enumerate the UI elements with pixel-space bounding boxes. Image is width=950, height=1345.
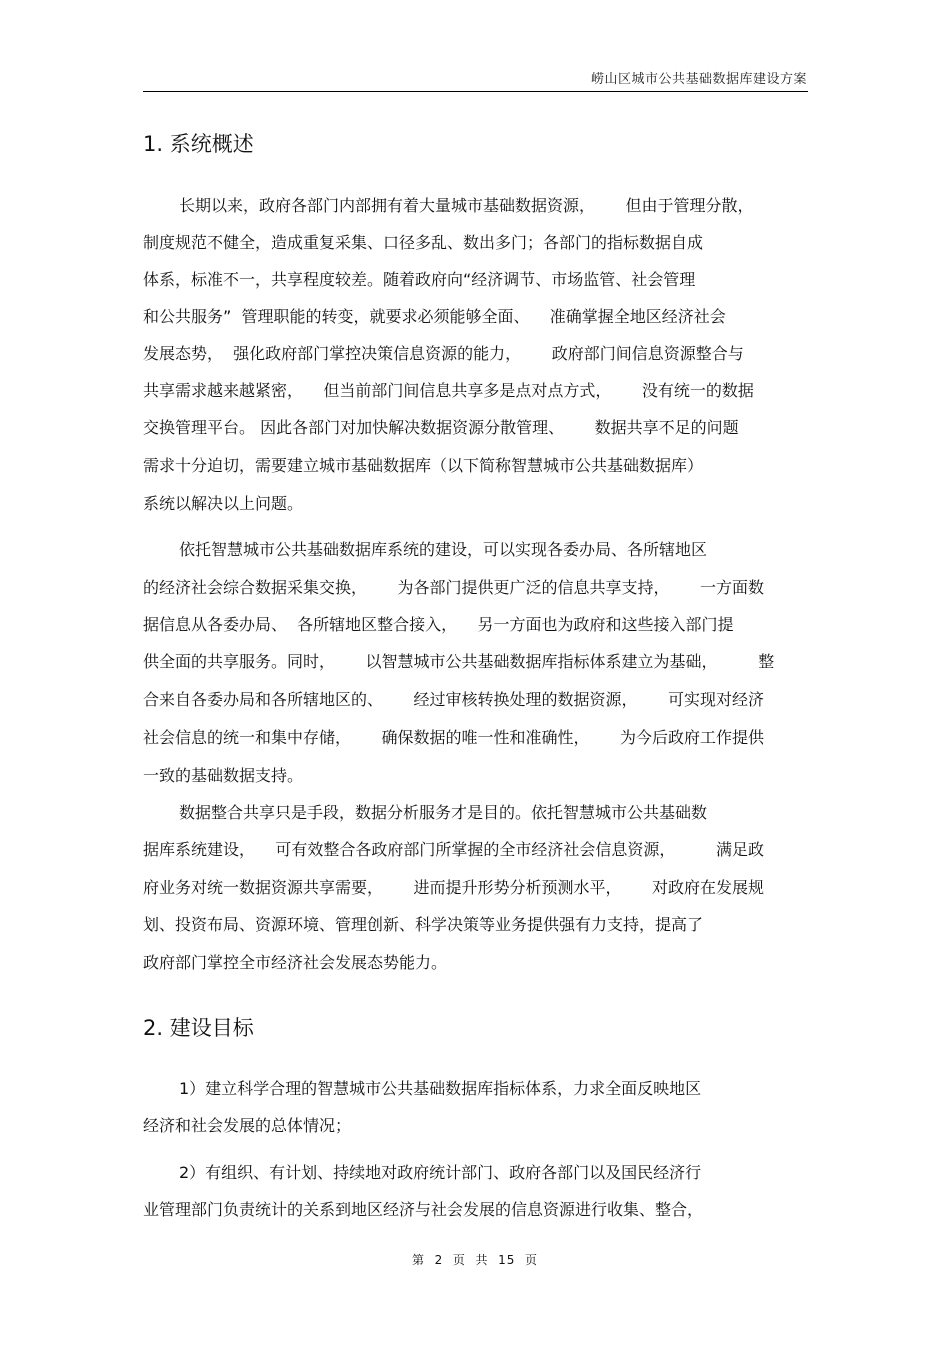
text-line: 业管理部门负责统计的关系到地区经济与社会发展的信息资源进行收集、整合， [143, 1200, 704, 1219]
text-line: 需求十分迫切，需要建立城市基础数据库（以下简称智慧城市公共基础数据库） [143, 456, 704, 475]
text-line: 2）有组织、有计划、持续地对政府统计部门、政府各部门以及国民经济行 [179, 1163, 702, 1182]
text-line: 共享需求越来越紧密， 但当前部门间信息共享多是点对点方式， 没有统一的数据 [143, 381, 754, 400]
text-line: 供全面的共享服务。同时， 以智慧城市公共基础数据库指标体系建立为基础， 整 [143, 652, 775, 671]
section-1-heading: 1. 系统概述 [143, 132, 254, 156]
text-line: 数据整合共享只是手段，数据分析服务才是目的。依托智慧城市公共基础数 [179, 803, 708, 822]
text-line: 合来自各委办局和各所辖地区的、 经过审核转换处理的数据资源， 可实现对经济 [143, 690, 765, 709]
text-line: 的经济社会综合数据采集交换， 为各部门提供更广泛的信息共享支持， 一方面数 [143, 578, 765, 597]
text-line: 1）建立科学合理的智慧城市公共基础数据库指标体系，力求全面反映地区 [179, 1079, 702, 1098]
page-number-footer: 第 2 页 共 15 页 [411, 1253, 539, 1267]
header-title: 崂山区城市公共基础数据库建设方案 [590, 72, 807, 87]
text-line: 据信息从各委办局、 各所辖地区整合接入， 另一方面也为政府和这些接入部门提 [143, 615, 734, 634]
text-line: 和公共服务” 管理职能的转变，就要求必须能够全面、 准确掌握全地区经济社会 [143, 307, 726, 326]
text-line: 体系，标准不一，共享程度较差。随着政府向“经济调节、市场监管、社会管理 [143, 270, 696, 289]
text-line: 政府部门掌控全市经济社会发展态势能力。 [143, 953, 448, 972]
text-line: 府业务对统一数据资源共享需要， 进而提升形势分析预测水平， 对政府在发展规 [143, 878, 765, 897]
text-line: 经济和社会发展的总体情况； [143, 1116, 352, 1135]
text-line: 据库系统建设， 可有效整合各政府部门所掌握的全市经济社会信息资源， 满足政 [143, 840, 765, 859]
text-line: 长期以来，政府各部门内部拥有着大量城市基础数据资源， 但由于管理分散， [179, 196, 754, 215]
text-line: 发展态势， 强化政府部门掌控决策信息资源的能力， 政府部门间信息资源整合与 [143, 344, 744, 363]
text-line: 一致的基础数据支持。 [143, 766, 304, 785]
text-line: 依托智慧城市公共基础数据库系统的建设，可以实现各委办局、各所辖地区 [179, 540, 708, 559]
section-2-heading: 2. 建设目标 [143, 1016, 254, 1040]
text-line: 交换管理平台。 因此各部门对加快解决数据资源分散管理、 数据共享不足的问题 [143, 418, 739, 437]
text-line: 社会信息的统一和集中存储， 确保数据的唯一性和准确性， 为今后政府工作提供 [143, 728, 765, 747]
text-line: 制度规范不健全，造成重复采集、口径多乱、数出多门；各部门的指标数据自成 [143, 233, 704, 252]
text-line: 系统以解决以上问题。 [143, 494, 304, 513]
text-line: 划、投资布局、资源环境、管理创新、科学决策等业务提供强有力支持，提高了 [143, 915, 704, 934]
header-divider [143, 91, 808, 92]
